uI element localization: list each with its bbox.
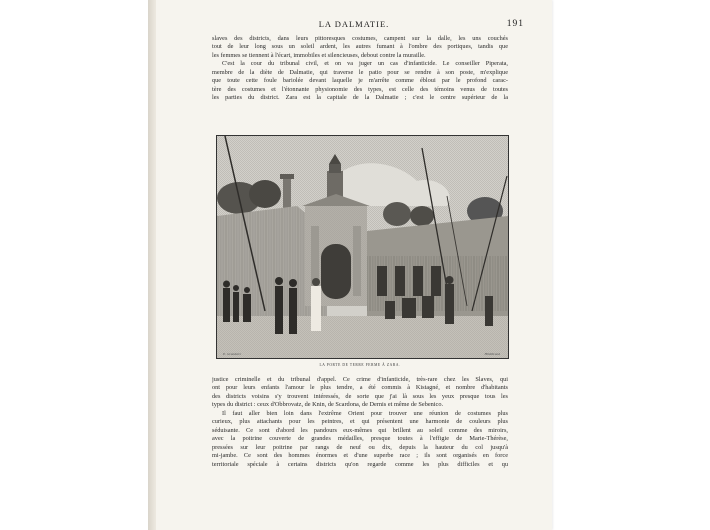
book-page xyxy=(156,0,552,530)
figure-caption: LA PORTE DE TERRE FERME À ZARA. xyxy=(319,363,401,367)
engraving-illustration xyxy=(216,135,509,359)
text-line: que toute cette foule bariolée devant laquelle je m'arrête comme ébloui par le profond carac- xyxy=(212,77,508,85)
text-line: tère des costumes et l'étonnante physionomie des types, est celle des témoins venus de toutes xyxy=(212,85,508,93)
text-line: territoriale spéciale à certains districts qu'on regarde comme les plus difficiles et qu xyxy=(212,460,508,468)
text-line: mi-jambe. Ce sont des hommes énormes et d'une superbe race ; ils sont organisés en force xyxy=(212,452,508,460)
text-line: C'est la cour du tribunal civil, et on va juger un cas d'infanticide. Le conseiller Piperata, xyxy=(222,60,508,68)
text-line: curieux, plus attachants pour les peintres, et qui présentent une harmonie de couleurs plus xyxy=(212,418,508,426)
text-line: des districts voisins s'y trouvent intéressés, de sorte que j'ai là sous les yeux presque tous les xyxy=(212,392,508,400)
text-line: types du district : ceux d'Obbrovatz, de Knin, de Scardona, de Dernis et même de Sebenico. xyxy=(212,401,444,409)
text-line: justice criminelle et du tribunal d'appel. Ce crime d'infanticide, très-rare chez les Slaves, qui xyxy=(212,376,508,383)
text-line: Il faut aller bien loin dans l'extrême Orient pour trouver une réunion de costumes plus xyxy=(222,409,508,417)
engraver-signature-left: E. Grandsire xyxy=(223,352,242,356)
text-line: avec la poitrine couverte de grandes médailles, presque toutes à l'effigie de Marie-Thérèse, xyxy=(212,435,508,443)
text-line: séduisante. Ce sont d'abord les pandours eux-mêmes qui brillent au soleil comme des miroirs, xyxy=(212,426,508,434)
text-line: tout de leur long sous un soleil ardent, les autres fumant à l'ombre des portiques, tandis que xyxy=(212,43,508,51)
engraving-picture xyxy=(217,136,508,358)
text-line: membre de la diète de Dalmatie, qui traverse le patio pour se rendre à son poste, m'explique xyxy=(212,68,508,76)
bottom-paragraphs xyxy=(212,376,508,469)
text-line: ont pour leurs enfants l'amour le plus tendre, a été commis à Kistagné, et nombre d'habitants xyxy=(212,384,508,392)
engraver-signature-right: Hildibrand xyxy=(484,352,500,356)
text-line: les parties du district. Zara est la capitale de la Dalmatie ; c'est le centre supérieur de la xyxy=(212,94,508,102)
running-header xyxy=(156,19,552,31)
text-line: les femmes se tiennent à l'écart, immobiles et silencieuses, debout contre la muraille. xyxy=(212,51,426,59)
top-paragraphs xyxy=(212,35,508,103)
text-line: pressées sur leur poitrine par rangs de neuf ou dix, depuis la hauteur du col jusqu'à xyxy=(212,443,508,451)
text-line: slaves des districts, dans leurs pittoresques costumes, campent sur la dalle, les uns couchés xyxy=(212,35,508,42)
page-number: 191 xyxy=(506,19,524,29)
running-title: LA DALMATIE. xyxy=(318,19,390,29)
